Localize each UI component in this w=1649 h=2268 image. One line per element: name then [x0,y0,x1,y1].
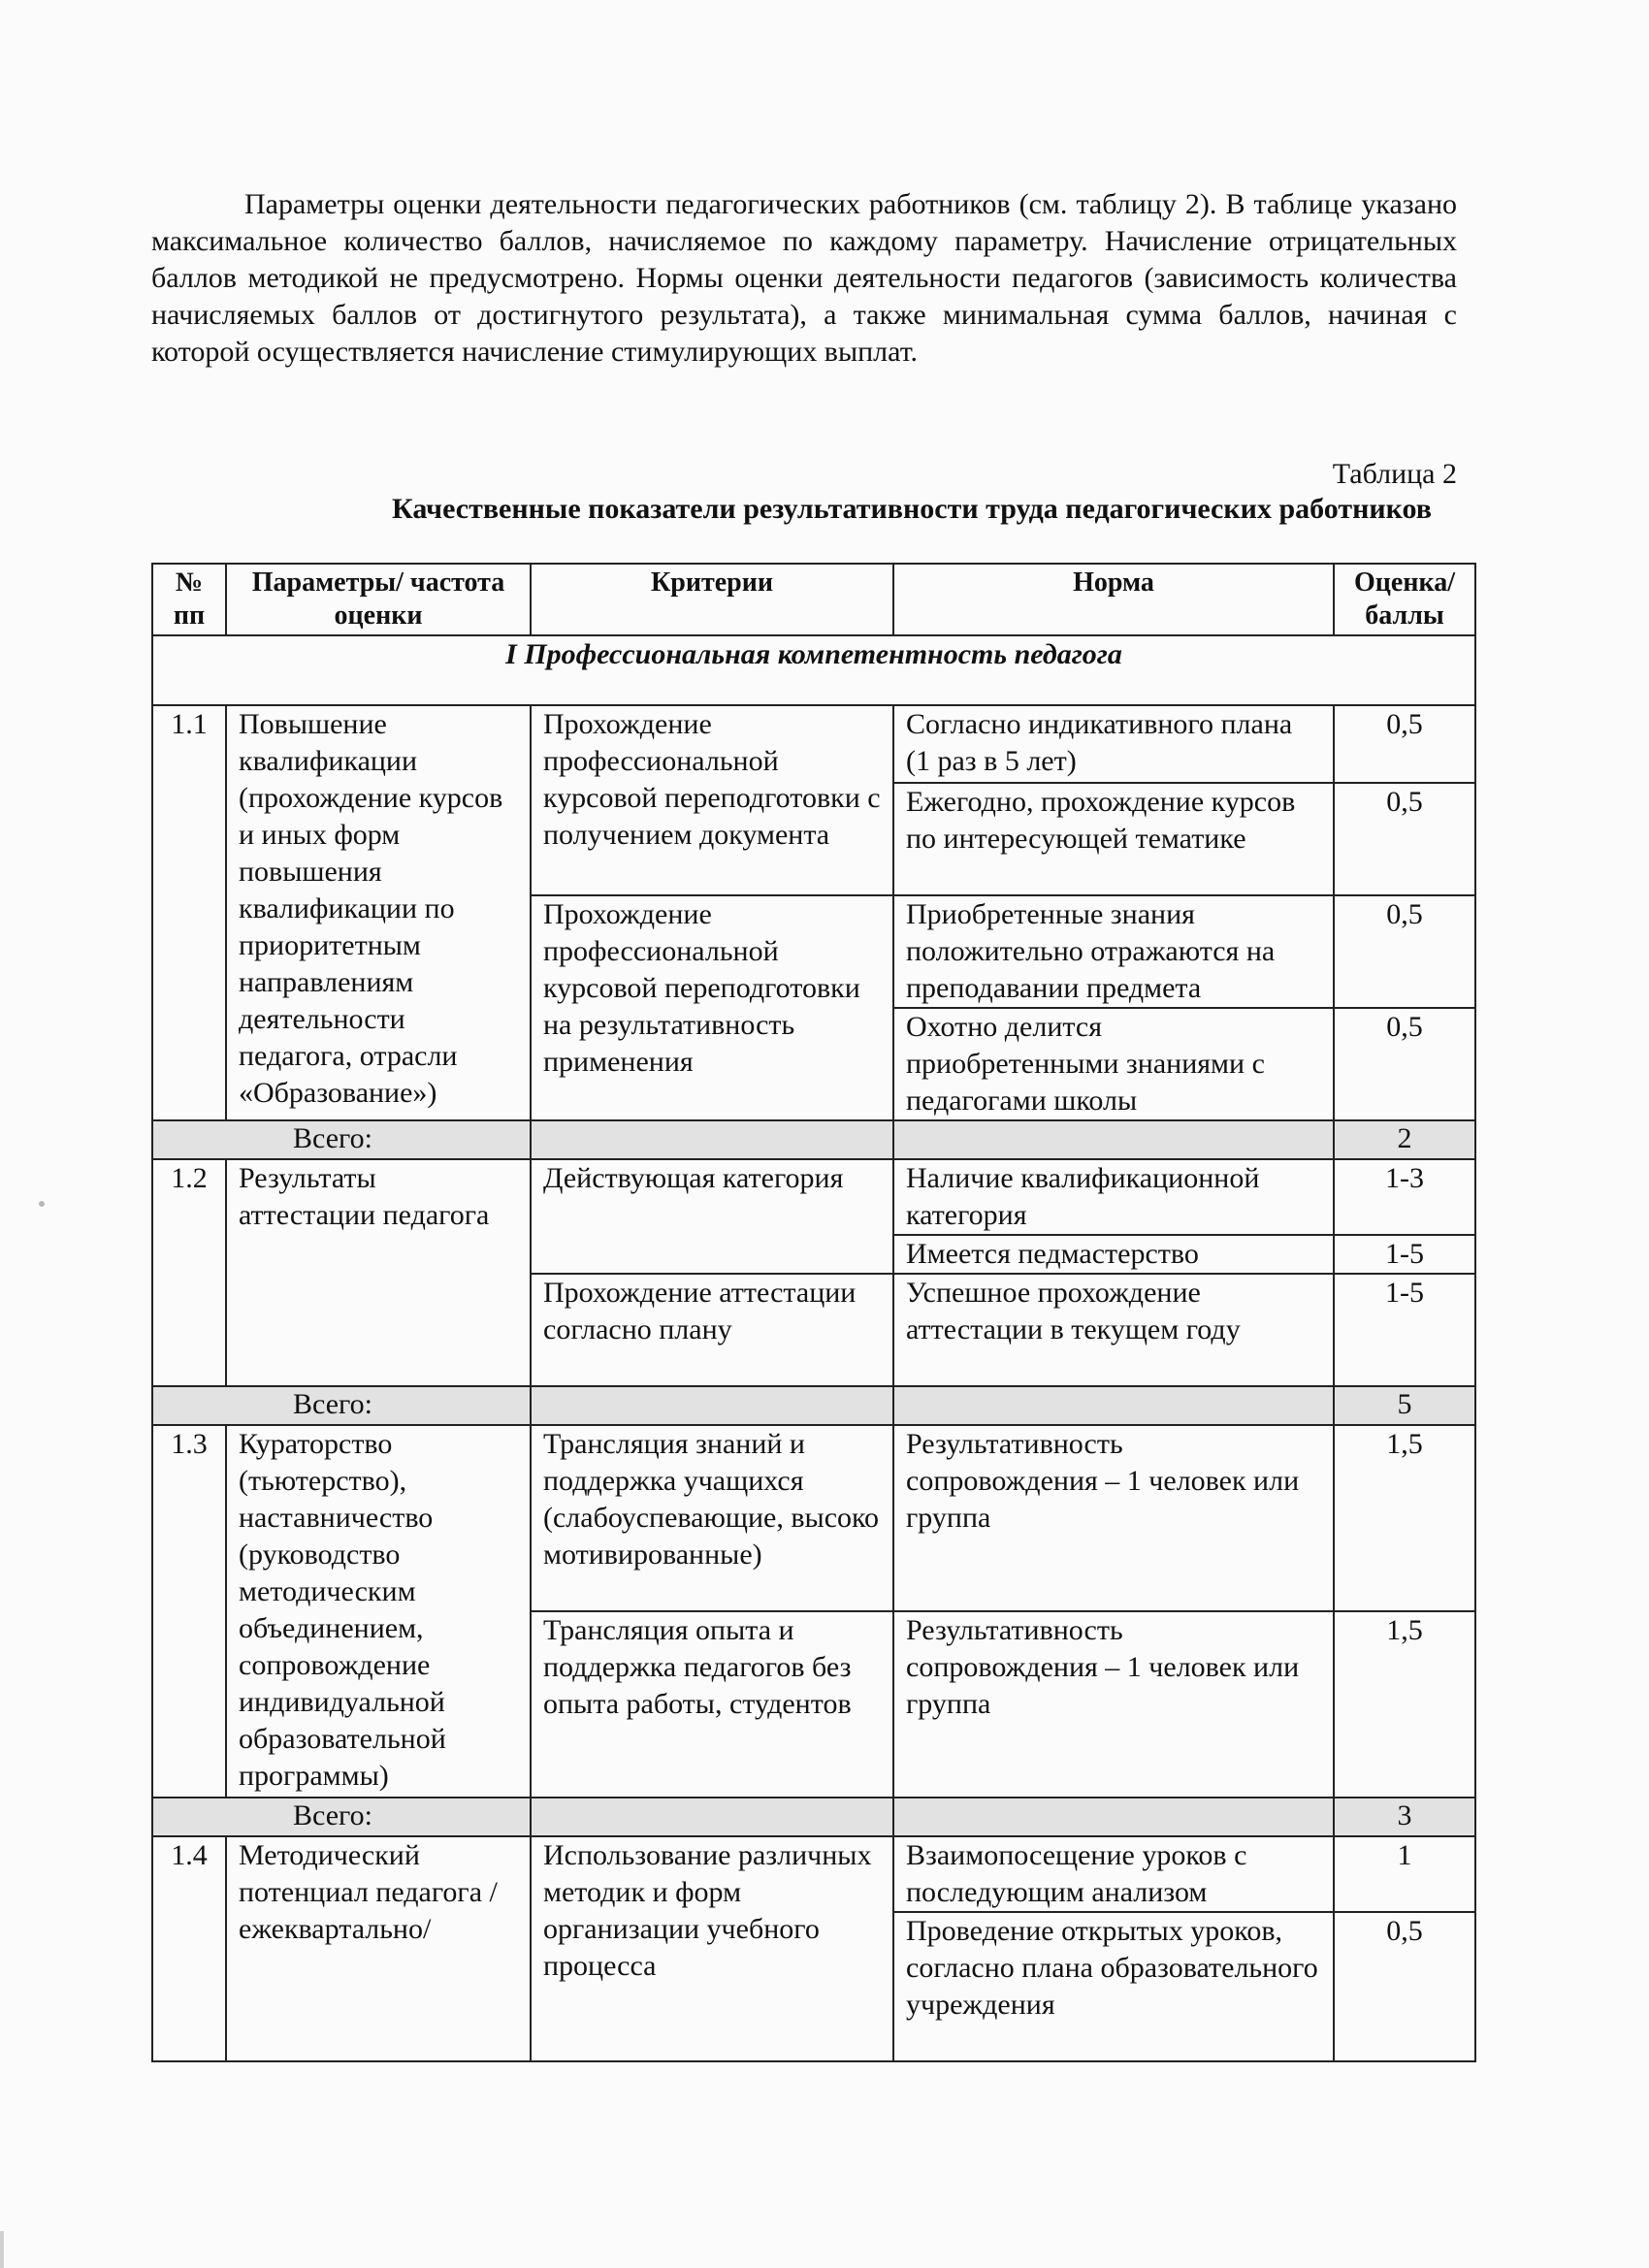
score-cell: 0,5 [1334,895,1475,1008]
empty-cell [893,1798,1334,1836]
norm-cell: Проведение открытых уроков, согласно плана образовательного учреждения [893,1912,1334,2061]
score-cell: 1-5 [1334,1235,1475,1274]
score-cell: 0,5 [1334,1912,1475,2061]
row-number: 1.1 [152,705,226,1120]
total-value: 2 [1334,1120,1475,1159]
total-row [152,1798,1475,1836]
total-row [152,1386,1475,1425]
empty-cell [531,1386,893,1425]
table-row [152,1836,1475,1912]
total-label: Всего: [152,1120,531,1159]
norm-cell: Приобретенные знания положительно отражаются на преподавании предмета [893,895,1334,1008]
empty-cell [893,1386,1334,1425]
norm-cell: Успешное прохождение аттестации в текущем году [893,1274,1334,1386]
header-num: № пп [152,564,226,635]
empty-cell [893,1120,1334,1159]
criteria-cell: Трансляция знаний и поддержка учащихся (слабоуспевающие, высоко мотивированные) [531,1425,893,1611]
criteria-cell: Трансляция опыта и поддержка педагогов без опыта работы, студентов [531,1611,893,1798]
score-cell: 1-5 [1334,1274,1475,1386]
table-row [152,1425,1475,1611]
criteria-cell: Прохождение профессиональной курсовой переподготовки на результативность применения [531,895,893,1120]
norm-cell: Охотно делится приобретенными знаниями с педагогами школы [893,1008,1334,1120]
table-label: Таблица 2 [1332,458,1457,490]
table-header-row [152,564,1475,635]
section-title: I Профессиональная компетентность педагога [152,635,1475,705]
intro-paragraph: Параметры оценки деятельности педагогических работников (см. таблицу 2). В таблице указано максимальное количество баллов, начисляемое по каждому параметру. Начисление отрицательных баллов методикой не предусмотрено. Нормы оценки деятельности педагогов (зависимость количества начисляемых баллов от достигнутого результата), а также минимальная сумма баллов, начиная с которой осуществляется начисление стимулирующих выплат. [151,188,1457,368]
score-cell: 0,5 [1334,1008,1475,1120]
parameter-cell: Методический потенциал педагога /ежеквартально/ [226,1836,531,2061]
header-score: Оценка/ баллы [1334,564,1475,635]
norm-cell: Согласно индикативного плана (1 раз в 5 лет) [893,705,1334,783]
row-number: 1.4 [152,1836,226,2061]
score-cell: 1-3 [1334,1159,1475,1235]
header-params: Параметры/ частота оценки [226,564,531,635]
ratings-table [151,563,1476,2062]
parameter-cell: Повышение квалификации (прохождение курсов и иных форм повышения квалификации по приоритетным направлениям деятельности педагога, отрасли «Образование») [226,705,531,1120]
total-label: Всего: [152,1386,531,1425]
norm-cell: Результативность сопровождения – 1 человек или группа [893,1611,1334,1798]
norm-cell: Имеется педмастерство [893,1235,1334,1274]
score-cell: 1 [1334,1836,1475,1912]
norm-cell: Результативность сопровождения – 1 человек или группа [893,1425,1334,1611]
total-value: 5 [1334,1386,1475,1425]
score-cell: 1,5 [1334,1425,1475,1611]
total-row [152,1120,1475,1159]
criteria-cell: Использование различных методик и форм организации учебного процесса [531,1836,893,2061]
parameter-cell: Кураторство (тьютерство), наставничество (руководство методическим объединением, сопровождение индивидуальной образовательной программы) [226,1425,531,1798]
table-title: Качественные показатели результативности труда педагогических работников [392,493,1432,525]
score-cell: 0,5 [1334,705,1475,783]
norm-cell: Наличие квалификационной категория [893,1159,1334,1235]
score-cell: 1,5 [1334,1611,1475,1798]
empty-cell [531,1120,893,1159]
scan-edge-mark [0,2231,4,2268]
table-row [152,705,1475,783]
row-number: 1.2 [152,1159,226,1386]
criteria-cell: Прохождение профессиональной курсовой переподготовки с получением документа [531,705,893,895]
empty-cell [531,1798,893,1836]
row-number: 1.3 [152,1425,226,1798]
criteria-cell: Действующая категория [531,1159,893,1274]
score-cell: 0,5 [1334,783,1475,895]
total-label: Всего: [152,1798,531,1836]
header-criteria: Критерии [531,564,893,635]
section-row [152,635,1475,705]
norm-cell: Ежегодно, прохождение курсов по интересующей тематике [893,783,1334,895]
table-row [152,1159,1475,1235]
total-value: 3 [1334,1798,1475,1836]
parameter-cell: Результаты аттестации педагога [226,1159,531,1386]
scan-speck [39,1201,45,1207]
criteria-cell: Прохождение аттестации согласно плану [531,1274,893,1386]
norm-cell: Взаимопосещение уроков с последующим анализом [893,1836,1334,1912]
header-norm: Норма [893,564,1334,635]
